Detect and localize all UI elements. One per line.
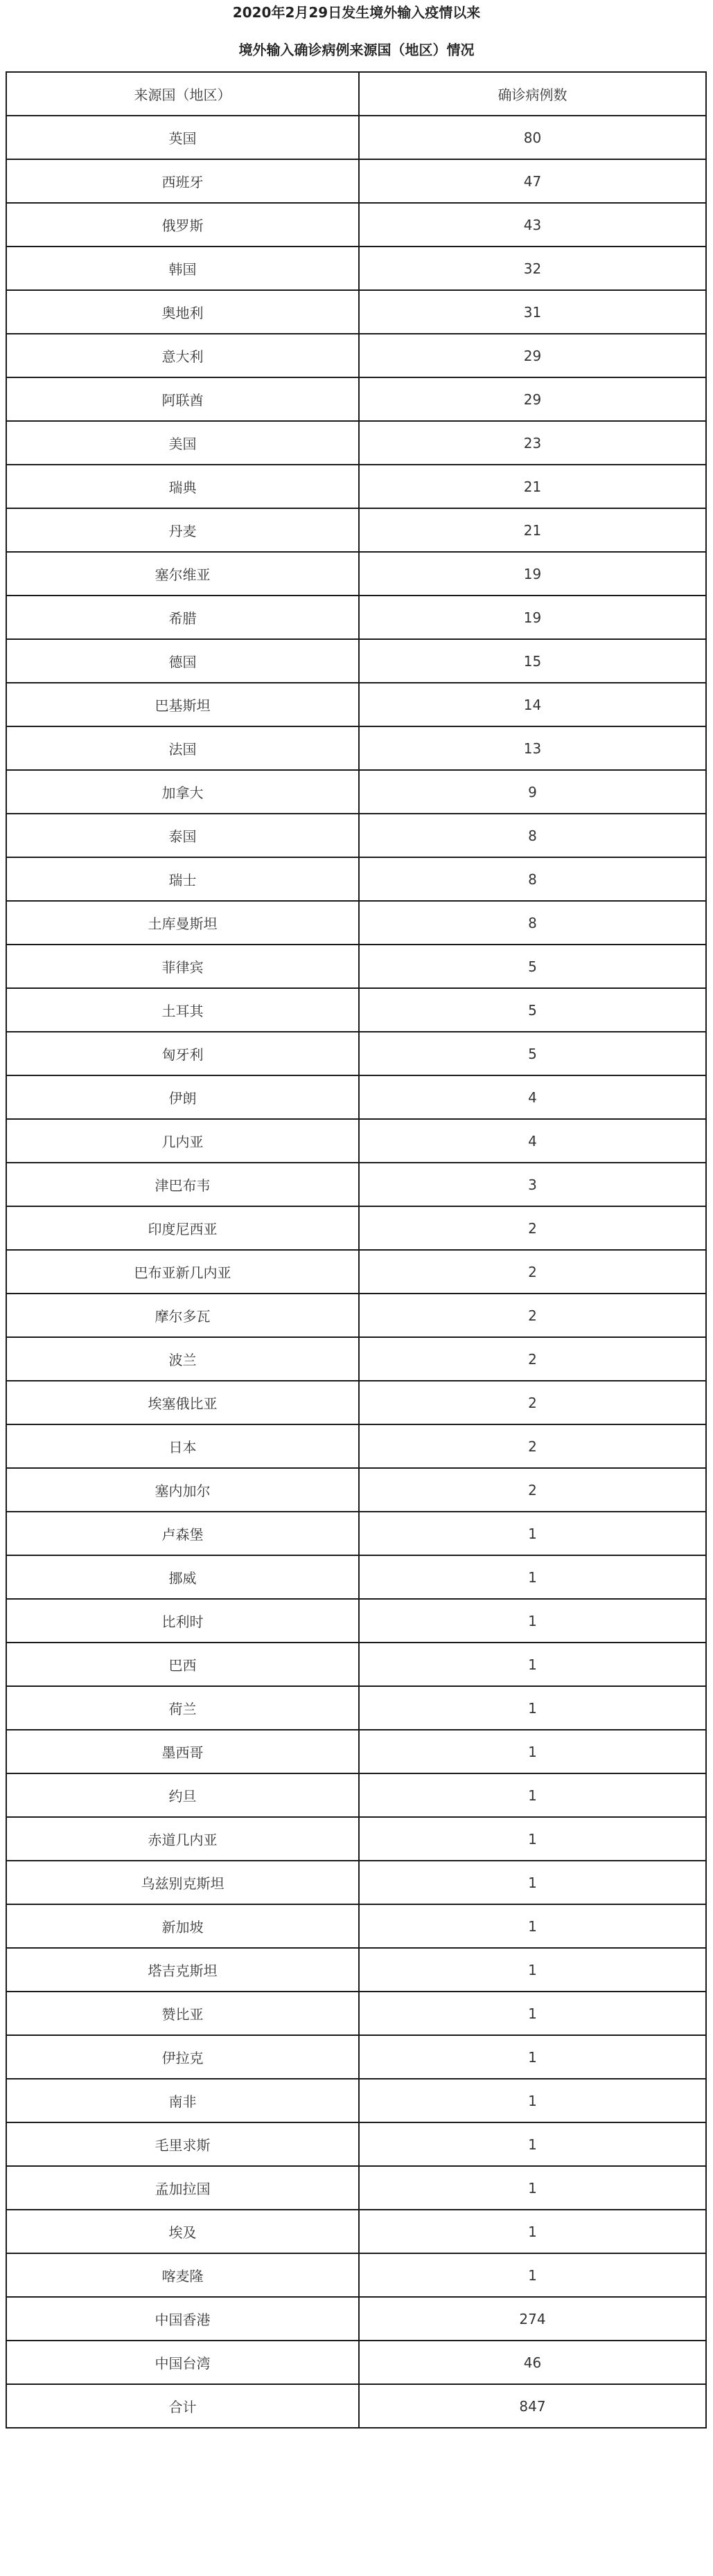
table-row [6, 1424, 706, 1468]
cell-cases: 2 [359, 1468, 706, 1512]
cell-cases: 5 [359, 988, 706, 1032]
cell-country: 几内亚 [6, 1119, 359, 1163]
table-row [6, 1250, 706, 1294]
cell-cases: 43 [359, 203, 706, 247]
cell-country: 毛里求斯 [6, 2122, 359, 2166]
table-row [6, 1686, 706, 1730]
cell-country: 埃塞俄比亚 [6, 1381, 359, 1424]
cell-cases: 29 [359, 377, 706, 421]
table-row [6, 596, 706, 639]
cell-country: 塞内加尔 [6, 1468, 359, 1512]
column-header-country: 来源国（地区） [6, 72, 359, 116]
cell-cases: 2 [359, 1424, 706, 1468]
cell-country: 瑞典 [6, 465, 359, 508]
table-row [6, 2166, 706, 2210]
column-header-cases: 确诊病例数 [359, 72, 706, 116]
cell-country: 比利时 [6, 1599, 359, 1643]
table-row [6, 1555, 706, 1599]
cell-country: 伊朗 [6, 1075, 359, 1119]
cell-cases: 1 [359, 1643, 706, 1686]
table-row [6, 1599, 706, 1643]
cell-country: 摩尔多瓦 [6, 1294, 359, 1337]
cell-country: 巴基斯坦 [6, 683, 359, 726]
cell-cases: 15 [359, 639, 706, 683]
cell-cases: 5 [359, 1032, 706, 1075]
table-body [6, 116, 706, 2428]
table-row [6, 857, 706, 901]
table-row [6, 814, 706, 857]
cell-country: 巴布亚新几内亚 [6, 1250, 359, 1294]
cell-country: 希腊 [6, 596, 359, 639]
cell-country: 瑞士 [6, 857, 359, 901]
table-header-row [6, 72, 706, 116]
table-row [6, 1163, 706, 1206]
table-row [6, 421, 706, 465]
cell-country: 加拿大 [6, 770, 359, 814]
cell-country: 荷兰 [6, 1686, 359, 1730]
table-row [6, 116, 706, 159]
cell-cases: 46 [359, 2341, 706, 2384]
cell-country: 中国香港 [6, 2297, 359, 2341]
cell-cases: 3 [359, 1163, 706, 1206]
table-row [6, 203, 706, 247]
cell-cases: 847 [359, 2384, 706, 2428]
table-row [6, 1948, 706, 1992]
cell-country: 孟加拉国 [6, 2166, 359, 2210]
cell-country: 阿联酋 [6, 377, 359, 421]
cell-cases: 2 [359, 1250, 706, 1294]
table-row [6, 508, 706, 552]
cell-cases: 2 [359, 1206, 706, 1250]
cell-country: 挪威 [6, 1555, 359, 1599]
table-row [6, 1643, 706, 1686]
cell-cases: 21 [359, 508, 706, 552]
cell-country: 赞比亚 [6, 1992, 359, 2035]
cell-cases: 8 [359, 901, 706, 945]
table-row [6, 1032, 706, 1075]
page-title: 2020年2月29日发生境外输入疫情以来 [232, 4, 481, 21]
cell-cases: 1 [359, 2166, 706, 2210]
table-row [6, 1337, 706, 1381]
cell-cases: 31 [359, 290, 706, 334]
table-row [6, 1992, 706, 2035]
table-row [6, 726, 706, 770]
cell-cases: 1 [359, 1861, 706, 1904]
cell-cases: 4 [359, 1075, 706, 1119]
cell-country: 德国 [6, 639, 359, 683]
cell-cases: 1 [359, 1948, 706, 1992]
cell-country: 新加坡 [6, 1904, 359, 1948]
table-row [6, 2253, 706, 2297]
cell-country: 墨西哥 [6, 1730, 359, 1773]
cell-cases: 2 [359, 1337, 706, 1381]
cell-country: 俄罗斯 [6, 203, 359, 247]
cell-country: 伊拉克 [6, 2035, 359, 2079]
cell-cases: 13 [359, 726, 706, 770]
cell-cases: 1 [359, 1686, 706, 1730]
table-row [6, 1468, 706, 1512]
cell-country: 土耳其 [6, 988, 359, 1032]
table-row [6, 465, 706, 508]
cell-country: 意大利 [6, 334, 359, 377]
cell-country: 泰国 [6, 814, 359, 857]
table-row [6, 901, 706, 945]
cell-country: 日本 [6, 1424, 359, 1468]
cell-country: 英国 [6, 116, 359, 159]
cell-cases: 1 [359, 1817, 706, 1861]
cell-cases: 29 [359, 334, 706, 377]
table-row [6, 1294, 706, 1337]
table-title: 境外输入确诊病例来源国（地区）情况 [238, 42, 475, 58]
table-row [6, 1512, 706, 1555]
source-country-table [6, 71, 707, 2429]
cell-cases: 19 [359, 552, 706, 596]
table-row [6, 1381, 706, 1424]
table-row [6, 639, 706, 683]
cell-country: 合计 [6, 2384, 359, 2428]
cell-country: 丹麦 [6, 508, 359, 552]
cell-country: 赤道几内亚 [6, 1817, 359, 1861]
cell-cases: 1 [359, 2253, 706, 2297]
cell-cases: 1 [359, 1555, 706, 1599]
table-row [6, 334, 706, 377]
cell-country: 约旦 [6, 1773, 359, 1817]
cell-cases: 1 [359, 1730, 706, 1773]
cell-cases: 80 [359, 116, 706, 159]
cell-cases: 1 [359, 1512, 706, 1555]
cell-cases: 1 [359, 1992, 706, 2035]
cell-country: 奥地利 [6, 290, 359, 334]
cell-cases: 8 [359, 857, 706, 901]
table-row [6, 159, 706, 203]
cell-cases: 2 [359, 1381, 706, 1424]
cell-cases: 14 [359, 683, 706, 726]
cell-cases: 47 [359, 159, 706, 203]
cell-country: 印度尼西亚 [6, 1206, 359, 1250]
cell-country: 中国台湾 [6, 2341, 359, 2384]
cell-country: 西班牙 [6, 159, 359, 203]
cell-country: 塞尔维亚 [6, 552, 359, 596]
cell-country: 塔吉克斯坦 [6, 1948, 359, 1992]
cell-cases: 5 [359, 945, 706, 988]
table-row [6, 1904, 706, 1948]
table-row [6, 1206, 706, 1250]
cell-country: 乌兹别克斯坦 [6, 1861, 359, 1904]
table-row [6, 1730, 706, 1773]
cell-cases: 2 [359, 1294, 706, 1337]
cell-country: 匈牙利 [6, 1032, 359, 1075]
table-row [6, 945, 706, 988]
table-row [6, 2341, 706, 2384]
cell-cases: 23 [359, 421, 706, 465]
table-row [6, 770, 706, 814]
cell-country: 巴西 [6, 1643, 359, 1686]
cell-cases: 1 [359, 1904, 706, 1948]
cell-country: 津巴布韦 [6, 1163, 359, 1206]
cell-cases: 4 [359, 1119, 706, 1163]
table-row [6, 1861, 706, 1904]
cell-country: 埃及 [6, 2210, 359, 2253]
cell-country: 波兰 [6, 1337, 359, 1381]
table-row [6, 2384, 706, 2428]
cell-cases: 21 [359, 465, 706, 508]
cell-cases: 1 [359, 2079, 706, 2122]
cell-cases: 1 [359, 1599, 706, 1643]
table-row [6, 2035, 706, 2079]
table-row [6, 2210, 706, 2253]
cell-cases: 32 [359, 247, 706, 290]
table-row [6, 2079, 706, 2122]
table-row [6, 552, 706, 596]
cell-cases: 1 [359, 2035, 706, 2079]
cell-cases: 1 [359, 1773, 706, 1817]
table-row [6, 1075, 706, 1119]
table-row [6, 683, 706, 726]
table-row [6, 2297, 706, 2341]
cell-country: 韩国 [6, 247, 359, 290]
table-row [6, 247, 706, 290]
cell-country: 喀麦隆 [6, 2253, 359, 2297]
cell-cases: 19 [359, 596, 706, 639]
cell-country: 美国 [6, 421, 359, 465]
table-row [6, 1773, 706, 1817]
table-row [6, 988, 706, 1032]
cell-cases: 8 [359, 814, 706, 857]
table-row [6, 2122, 706, 2166]
table-row [6, 377, 706, 421]
cell-country: 卢森堡 [6, 1512, 359, 1555]
cell-cases: 274 [359, 2297, 706, 2341]
cell-country: 法国 [6, 726, 359, 770]
table-row [6, 1119, 706, 1163]
cell-country: 菲律宾 [6, 945, 359, 988]
cell-cases: 9 [359, 770, 706, 814]
table-row [6, 1817, 706, 1861]
cell-cases: 1 [359, 2210, 706, 2253]
cell-country: 南非 [6, 2079, 359, 2122]
cell-country: 土库曼斯坦 [6, 901, 359, 945]
table-row [6, 290, 706, 334]
cell-cases: 1 [359, 2122, 706, 2166]
